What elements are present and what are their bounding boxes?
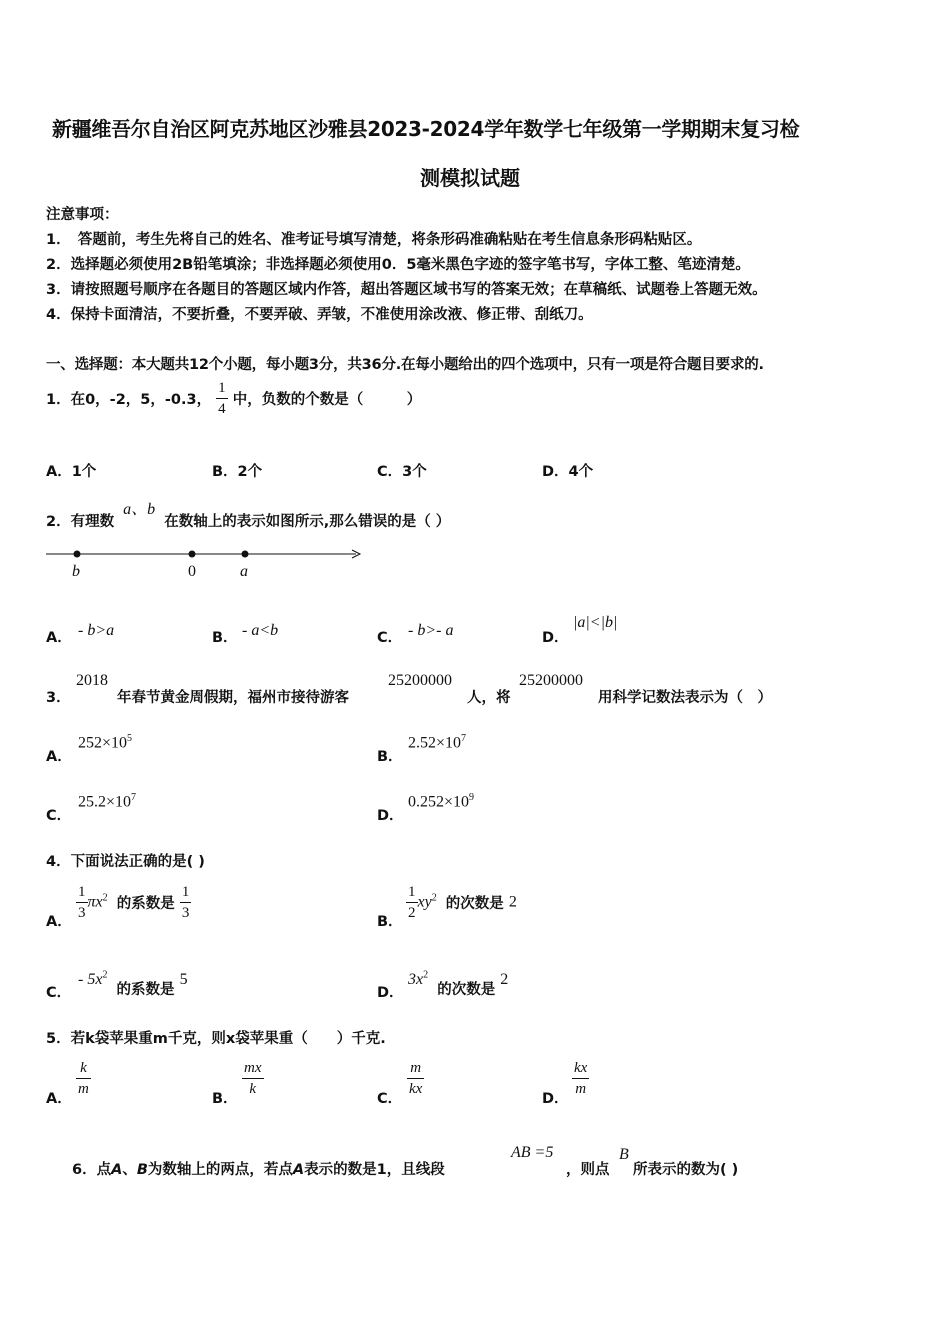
q2-suffix: 在数轴上的表示如图所示,那么错误的是（ ） xyxy=(164,514,451,530)
q5-b-num: mx xyxy=(242,1058,264,1079)
q6-text-3: 表示的数是1，且线段 xyxy=(304,1162,445,1178)
point-b xyxy=(74,551,81,558)
q2-vars: a、b xyxy=(123,501,156,518)
title-line-2: 测模拟试题 xyxy=(420,166,520,190)
q2-option-c: - b>- a xyxy=(408,622,454,639)
q1-frac-den: 4 xyxy=(218,401,226,417)
q3-option-a-label: A． xyxy=(46,749,72,765)
q5-d-den: m xyxy=(575,1081,587,1097)
notice-item-2: 2．选择题必须使用2B铅笔填涂；非选择题必须使用0．5毫米黑色字迹的签字笔书写，字体工整、笔迹清楚。 xyxy=(46,257,750,273)
q6-text-2: 为数轴上的两点，若点 xyxy=(147,1162,293,1178)
q4-d-expr: 3x xyxy=(408,971,424,988)
q1-option-c: C．3个 xyxy=(377,464,427,480)
q1-fraction xyxy=(216,378,228,419)
q3-a-exp: 5 xyxy=(127,733,133,744)
q5-b-den: k xyxy=(249,1081,257,1097)
q4-b-text: 的次数是 xyxy=(445,896,504,912)
q4-a-frac-num: 1 xyxy=(76,882,88,903)
q1-frac-num: 1 xyxy=(216,378,228,399)
q2-option-a: - b>a xyxy=(78,622,115,639)
q4-a-ans-den: 3 xyxy=(181,905,190,921)
q4-option-a-label: A． xyxy=(46,914,72,930)
q3-d-base: 0.252×10 xyxy=(408,793,470,811)
q4-c-text: 的系数是 xyxy=(116,982,175,998)
notice-item-4: 4．保持卡面清洁，不要折叠，不要弄破、弄皱，不准使用涂改液、修正带、刮纸刀。 xyxy=(46,307,593,323)
q4-b-expr: xy xyxy=(417,893,432,911)
q4-c-expr: - 5x xyxy=(78,971,103,988)
q4-d-ans: 2 xyxy=(500,971,509,988)
q3-option-c xyxy=(78,792,136,811)
q4-option-b-label: B． xyxy=(377,914,403,930)
q6-sep: 、 xyxy=(122,1162,137,1178)
q5-option-b-label: B． xyxy=(212,1091,238,1107)
q4-d-exp: 2 xyxy=(423,969,429,981)
q4-stem: 4．下面说法正确的是( ) xyxy=(46,854,205,870)
q5-option-d xyxy=(572,1058,589,1099)
q3-b-exp: 7 xyxy=(461,733,467,744)
q3-number-1: 25200000 xyxy=(388,672,452,689)
q2-option-c-label: C． xyxy=(377,630,403,646)
q2-option-a-label: A． xyxy=(46,630,72,646)
q6-text-1: 6．点 xyxy=(72,1162,112,1178)
q4-option-c xyxy=(78,968,188,998)
q2-prefix: 2．有理数 xyxy=(46,514,115,530)
q5-option-a xyxy=(76,1058,91,1099)
notice-item-1: 1． 答题前，考生先将自己的姓名、准考证号填写清楚，将条形码准确粘贴在考生信息条形码粘贴区。 xyxy=(46,232,702,248)
q3-c-base: 25.2×10 xyxy=(78,793,132,811)
q4-option-b xyxy=(406,882,517,923)
q3-d-exp: 9 xyxy=(469,792,475,803)
q4-a-frac xyxy=(76,882,88,923)
q6-point-b: B xyxy=(136,1162,148,1178)
axis-label-b: b xyxy=(72,563,80,580)
q3-option-d-label: D． xyxy=(377,808,404,824)
q4-d-text: 的次数是 xyxy=(437,982,496,998)
q4-c-ans: 5 xyxy=(179,971,188,988)
q4-a-ans-num: 1 xyxy=(180,882,192,903)
q3-b-base: 2.52×10 xyxy=(408,734,462,752)
q3-option-d xyxy=(408,792,474,811)
q1-suffix: 中，负数的个数是（ ） xyxy=(232,392,422,408)
q3-option-c-label: C． xyxy=(46,808,72,824)
q3-text-2: 人，将 xyxy=(467,690,511,706)
q3-text-3: 用科学记数法表示为（ ） xyxy=(598,690,772,706)
q6-point-a-2: A xyxy=(292,1162,305,1178)
q4-b-frac-den: 2 xyxy=(408,905,416,921)
q2-option-b: - a<b xyxy=(242,622,279,639)
q4-b-frac xyxy=(406,882,418,923)
q4-option-a xyxy=(76,882,191,923)
q5-c-num: m xyxy=(407,1058,424,1079)
q1-option-b: B．2个 xyxy=(212,464,263,480)
q5-option-d-label: D． xyxy=(542,1091,569,1107)
q3-option-a xyxy=(78,733,132,752)
section-1-heading: 一、选择题：本大题共12个小题，每小题3分，共36分.在每小题给出的四个选项中，只有一项是符合题目要求的. xyxy=(46,357,764,373)
q5-d-num: kx xyxy=(572,1058,589,1079)
q3-text-1: 年春节黄金周假期，福州市接待游客 xyxy=(117,690,349,706)
q4-option-d xyxy=(408,968,509,998)
question-2 xyxy=(46,501,451,531)
q4-a-expr: πx xyxy=(87,893,103,911)
q4-a-exp: 2 xyxy=(102,892,108,904)
q3-year: 2018 xyxy=(76,672,108,689)
q2-option-d: |a|<|b| xyxy=(573,614,618,631)
q3-option-b xyxy=(408,733,466,752)
q5-option-a-label: A． xyxy=(46,1091,72,1107)
q5-option-c xyxy=(407,1058,424,1099)
q6-text-4: ，则点 xyxy=(566,1162,610,1178)
q4-option-d-label: D． xyxy=(377,985,404,1001)
number-line xyxy=(44,542,374,582)
q1-prefix: 1．在0，-2，5，-0.3， xyxy=(46,392,212,408)
axis-label-a: a xyxy=(240,563,248,580)
point-zero xyxy=(189,551,196,558)
q3-option-b-label: B． xyxy=(377,749,403,765)
q3-number-2: 25200000 xyxy=(519,672,583,689)
q5-a-num: k xyxy=(76,1058,91,1079)
q4-c-exp: 2 xyxy=(102,969,108,981)
q5-a-den: m xyxy=(78,1081,89,1097)
q4-b-ans: 2 xyxy=(508,893,517,911)
q4-b-frac-num: 1 xyxy=(406,882,418,903)
q2-option-b-label: B． xyxy=(212,630,238,646)
q6-point-b-2: B xyxy=(619,1146,629,1163)
q6-point-a: A xyxy=(111,1162,123,1178)
q3-c-exp: 7 xyxy=(131,792,137,803)
q4-b-exp: 2 xyxy=(431,892,437,904)
q5-stem: 5．若k袋苹果重m千克，则x袋苹果重（ ）千克. xyxy=(46,1031,386,1047)
q6-text-5: 所表示的数为( ) xyxy=(633,1162,739,1178)
q1-option-d: D．4个 xyxy=(542,464,594,480)
q6-expr: AB =5 xyxy=(511,1144,554,1161)
q4-a-text: 的系数是 xyxy=(116,896,175,912)
q1-option-a: A．1个 xyxy=(46,464,97,480)
q2-option-d-label: D． xyxy=(542,630,569,646)
title-line-1: 新疆维吾尔自治区阿克苏地区沙雅县2023-2024学年数学七年级第一学期期末复习检 xyxy=(52,117,800,141)
q5-option-b xyxy=(242,1058,264,1099)
q3-a-base: 252×10 xyxy=(78,734,128,752)
q3-number: 3． xyxy=(46,690,71,706)
q5-option-c-label: C． xyxy=(377,1091,403,1107)
notice-heading: 注意事项： xyxy=(46,207,119,223)
question-1 xyxy=(46,378,421,419)
q4-option-c-label: C． xyxy=(46,985,72,1001)
axis-label-zero: 0 xyxy=(188,563,196,580)
question-6 xyxy=(72,1158,445,1179)
q4-a-ans xyxy=(180,882,192,923)
notice-item-3: 3．请按照题号顺序在各题目的答题区域内作答，超出答题区域书写的答案无效；在草稿纸、试题卷上答题无效。 xyxy=(46,282,767,298)
point-a xyxy=(242,551,249,558)
q5-c-den: kx xyxy=(409,1081,423,1097)
q4-a-frac-den: 3 xyxy=(78,905,86,921)
